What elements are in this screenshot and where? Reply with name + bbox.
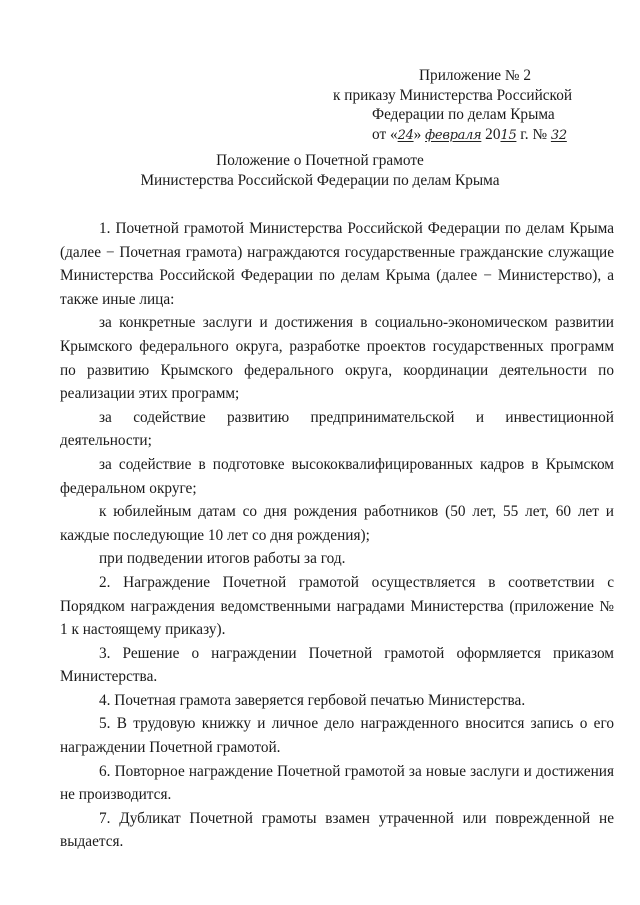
paragraph-personnel: за содействие в подготовке высококвалифицированных кадров в Крымском федеральном округе; (60, 455, 614, 497)
appendix-date-line (333, 125, 613, 146)
handwritten-month: февраля (425, 127, 482, 143)
document-body (60, 217, 614, 854)
appendix-header (333, 66, 613, 145)
date-sep-3: г. № (516, 125, 551, 143)
paragraph-5: 5. В трудовую книжку и личное дело награжденного вносится запись о его награждении Почетной грамотой. (60, 715, 614, 757)
handwritten-year: 15 (500, 127, 517, 143)
title-line-1: Положение о Почетной грамоте (216, 152, 424, 169)
date-sep-2: 20 (481, 125, 501, 143)
paragraph-7: 7. Дубликат Почетной грамоты взамен утраченной или поврежденной не выдается. (60, 809, 614, 851)
paragraph-4: 4. Почетная грамота заверяется гербовой печатью Министерства. (99, 691, 526, 709)
paragraph-entrepreneurship: за содействие развитию предпринимательской и инвестиционной деятельности; (60, 408, 614, 450)
paragraph-merits: за конкретные заслуги и достижения в социально-экономическом развитии Крымского федерального округа, разработке проектов государственных программ по развитию Крымского федерального округа, координации деятельности по реализации этих программ; (60, 314, 614, 403)
document-title (40, 151, 600, 191)
date-sep-1: » (413, 125, 426, 143)
handwritten-day: 24 (397, 127, 414, 143)
appendix-ministry: Федерации по делам Крыма (372, 106, 555, 123)
handwritten-number: 32 (550, 127, 567, 143)
appendix-number: Приложение № 2 (419, 67, 531, 84)
paragraph-3: 3. Решение о награждении Почетной грамотой оформляется приказом Министерства. (60, 644, 614, 686)
paragraph-6: 6. Повторное награждение Почетной грамотой за новые заслуги и достижения не производится. (60, 762, 614, 804)
appendix-order-ref: к приказу Министерства Российской (333, 86, 573, 104)
paragraph-1: 1. Почетной грамотой Министерства Российской Федерации по делам Крыма (далее − Почетная грамота) награждаются государственные гражданские служащие Министерства Российской Федерации по делам Крыма (далее − Министерство), а также иные лица: (60, 220, 614, 308)
paragraph-anniversary: к юбилейным датам со дня рождения работников (50 лет, 55 лет, 60 лет и каждые последующие 10 лет со дня рождения); (60, 503, 614, 544)
paragraph-year-results: при подведении итогов работы за год. (99, 550, 346, 568)
paragraph-2: 2. Награждение Почетной грамотой осуществляется в соответствии с Порядком награждения ведомственными наградами Министерства (приложение № 1 к настоящему приказу). (60, 573, 614, 639)
date-prefix: от « (372, 125, 398, 143)
title-line-2: Министерства Российской Федерации по делам Крыма (140, 172, 500, 189)
